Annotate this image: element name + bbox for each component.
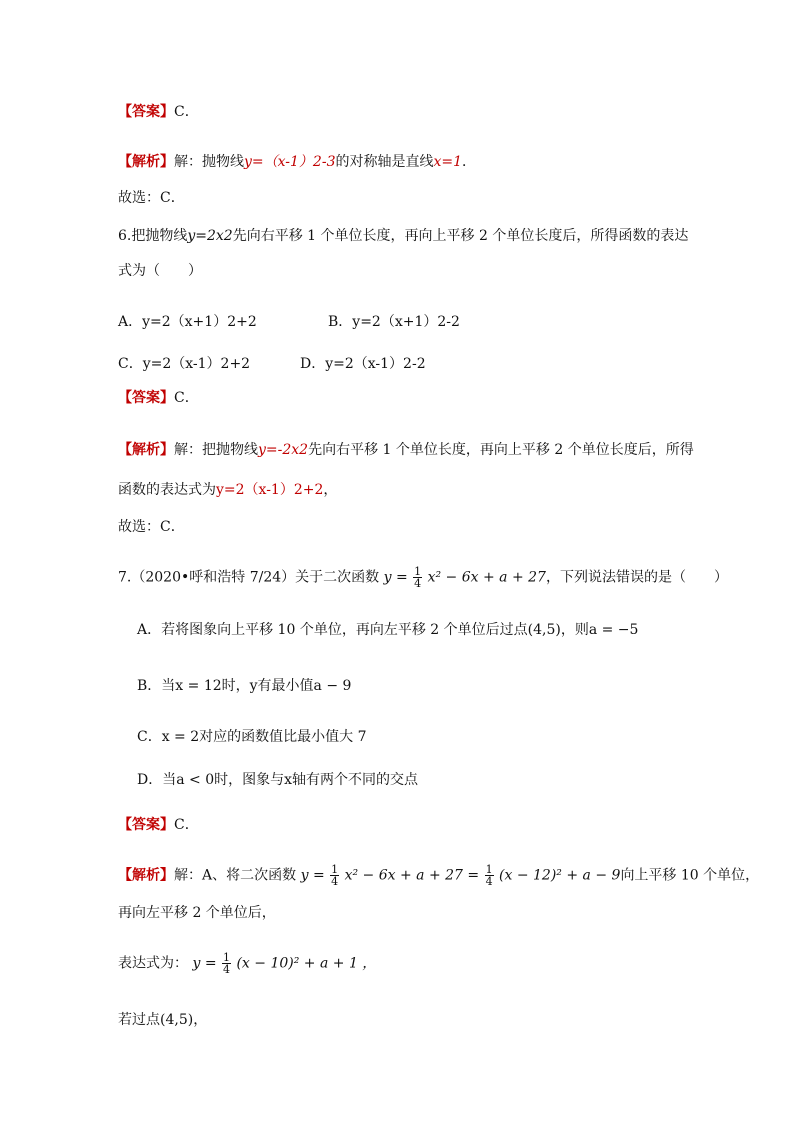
analysis-text: 向上平移 10 个单位， [620, 867, 760, 884]
math-expression: (x − 10)² + a + 1 ， [236, 955, 377, 972]
option-D [300, 354, 426, 374]
math-y-eq: y = [192, 955, 217, 972]
analysis-text: 解：A、将二次函数 [174, 867, 297, 884]
choice-line-6 [118, 517, 185, 537]
analysis-text: 函数的表达式为 [118, 482, 216, 498]
question-text: 先向右平移 1 个单位长度，再向上平移 2 个单位长度后，所得函数的表达 [232, 228, 689, 244]
fraction-numerator: 1 [485, 863, 493, 876]
choice-text: 故选：C． [118, 190, 185, 206]
math-y-eq: y = [300, 867, 325, 884]
option-B [328, 312, 460, 332]
expression-line [118, 952, 376, 975]
option-A [118, 312, 257, 332]
option-text: B．y=2（x+1）2-2 [328, 314, 460, 330]
equation: y=（x-1）2-3 [244, 154, 336, 170]
math-expression: x² − 6x + a + 27 = [344, 867, 480, 884]
question-6-line-2 [118, 261, 202, 281]
expression-label: 表达式为： [118, 955, 188, 972]
axis-equation: x=1 [433, 154, 463, 170]
analysis-tag: 【解析】 [118, 154, 174, 170]
q7-option-B [137, 676, 351, 696]
math-y-eq: y = [383, 569, 408, 586]
fraction-numerator: 1 [414, 565, 422, 578]
option-text: C．x = 2对应的函数值比最小值大 7 [137, 729, 367, 745]
fraction-numerator: 1 [223, 951, 230, 964]
punctuation: ． [462, 154, 477, 170]
fraction [222, 952, 231, 975]
fraction-numerator: 1 [331, 863, 339, 876]
analysis-tag: 【解析】 [118, 442, 174, 458]
analysis-line-5 [118, 152, 476, 172]
q7-option-D [137, 770, 418, 790]
fraction [330, 864, 339, 887]
option-C [118, 354, 250, 374]
fraction-denominator: 4 [223, 963, 230, 976]
choice-line-5 [118, 188, 185, 208]
answer-text: C． [174, 390, 199, 406]
fraction-denominator: 4 [485, 875, 493, 888]
answer-line-6 [118, 388, 199, 408]
analysis-text: 的对称轴是直线 [335, 154, 434, 170]
analysis-text: 再向左平移 2 个单位后， [118, 905, 276, 921]
question-equation: y=2x2 [187, 228, 233, 244]
answer-text: C． [174, 817, 199, 833]
q7-option-C [137, 727, 367, 747]
passes-text: 若过点(4,5)， [118, 1012, 208, 1028]
analysis-line-6 [118, 440, 694, 460]
passes-line [118, 1010, 207, 1030]
equation: y=2（x-1）2+2 [216, 482, 324, 498]
analysis-tag: 【解析】 [118, 867, 174, 884]
option-text: D．当a < 0时，图象与x轴有两个不同的交点 [137, 772, 419, 788]
punctuation: ， [323, 482, 338, 498]
question-text: 式为（ ） [118, 263, 202, 279]
question-7-line [118, 566, 728, 589]
answer-text: C． [174, 104, 199, 120]
fraction [413, 566, 422, 589]
choice-text: 故选：C． [118, 519, 185, 535]
answer-line-7 [118, 815, 199, 835]
fraction-denominator: 4 [331, 875, 339, 888]
analysis-line-6b [118, 480, 337, 500]
option-text: A．若将图象向上平移 10 个单位，再向左平移 2 个单位后过点(4,5)，则a = −5 [137, 622, 639, 638]
analysis-line-7 [118, 864, 759, 887]
math-expression: x² − 6x + a + 27 [427, 569, 546, 586]
answer-tag: 【答案】 [118, 817, 174, 833]
option-text: B．当x = 12时，y有最小值a − 9 [137, 678, 352, 694]
question-text: 7.（2020•呼和浩特 7/24）关于二次函数 [118, 569, 380, 586]
option-text: D．y=2（x-1）2-2 [300, 356, 426, 372]
option-text: C．y=2（x-1）2+2 [118, 356, 251, 372]
question-text: ，下列说法错误的是（ ） [545, 569, 728, 586]
analysis-text: 解：把抛物线 [174, 442, 258, 458]
answer-line-5 [118, 102, 199, 122]
analysis-text: 先向右平移 1 个单位长度，再向上平移 2 个单位长度后，所得 [308, 442, 694, 458]
question-text: 6.把抛物线 [118, 228, 188, 244]
equation: y=-2x2 [258, 442, 309, 458]
fraction [485, 864, 494, 887]
option-text: A．y=2（x+1）2+2 [118, 314, 257, 330]
question-6-line-1 [118, 226, 688, 246]
analysis-text: 解：抛物线 [174, 154, 244, 170]
fraction-denominator: 4 [414, 577, 422, 590]
math-expression: (x − 12)² + a − 9 [499, 867, 621, 884]
q7-option-A [137, 620, 638, 640]
answer-tag: 【答案】 [118, 390, 174, 406]
analysis-line-7b [118, 903, 276, 923]
answer-tag: 【答案】 [118, 104, 174, 120]
